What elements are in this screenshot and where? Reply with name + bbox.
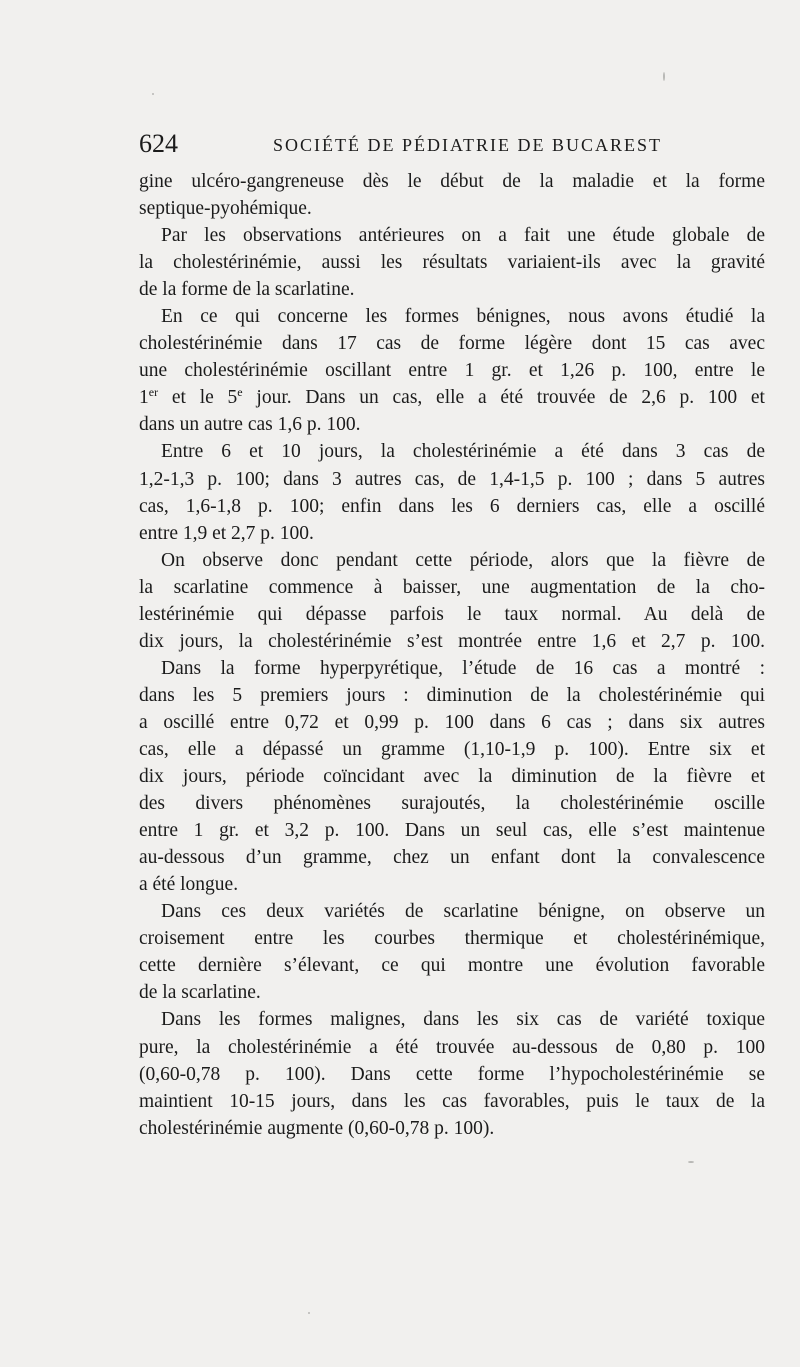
text-fragment: jour. Dans un cas, elle a été trouvée de 2,6 p. 100 et (242, 387, 765, 409)
text-line: Par les observations antérieures on a fait une étude globale de (161, 225, 765, 247)
text-line: septique-pyohémique. (139, 198, 312, 220)
text-line: entre 1,9 et 2,7 p. 100. (139, 522, 314, 544)
text-line: lestérinémie qui dépasse parfois le taux normal. Au delà de (139, 603, 765, 625)
text-line: la cholestérinémie, aussi les résultats variaient-ils avec la gravité (139, 252, 765, 274)
scan-speck (688, 1161, 694, 1163)
text-line: croisement entre les courbes thermique et cholestérinémique, (139, 928, 765, 950)
text-line: En ce qui concerne les formes bénignes, nous avons étudié la (161, 306, 765, 328)
text-line: dix jours, période coïncidant avec la diminution de la fièvre et (139, 766, 765, 788)
text-line: 1,2-1,3 p. 100; dans 3 autres cas, de 1,4-1,5 p. 100 ; dans 5 autres (139, 468, 765, 490)
text-line: entre 1 gr. et 3,2 p. 100. Dans un seul cas, elle s’est maintenue (139, 820, 765, 842)
text-line: dans les 5 premiers jours : diminution de la cholestérinémie qui (139, 684, 765, 706)
text-line: dix jours, la cholestérinémie s’est montrée entre 1,6 et 2,7 p. 100. (139, 630, 765, 652)
running-title: SOCIÉTÉ DE PÉDIATRIE DE BUCAREST (273, 135, 662, 155)
page-header (139, 128, 662, 160)
text-fragment: 1 (139, 387, 149, 409)
text-line: (0,60-0,78 p. 100). Dans cette forme l’hypocholestérinémie se (139, 1063, 765, 1085)
text-line: de la scarlatine. (139, 982, 261, 1004)
scan-speck (663, 72, 665, 81)
scan-speck (308, 1312, 310, 1314)
text-line: Dans les formes malignes, dans les six cas de variété toxique (161, 1009, 765, 1031)
text-line: cas, 1,6-1,8 p. 100; enfin dans les 6 derniers cas, elle a oscillé (139, 495, 765, 517)
ordinal-superscript: e (237, 385, 243, 400)
text-fragment: et le 5 (158, 387, 238, 409)
text-line: pure, la cholestérinémie a été trouvée au-dessous de 0,80 p. 100 (139, 1036, 765, 1058)
text-line: a été longue. (139, 874, 239, 896)
text-line: Entre 6 et 10 jours, la cholestérinémie a été dans 3 cas de (161, 441, 765, 463)
text-line: gine ulcéro-gangreneuse dès le début de la maladie et la forme (139, 171, 765, 192)
text-line-with-superscripts (139, 384, 765, 411)
text-line: au-dessous d’un gramme, chez un enfant dont la convalescence (139, 847, 765, 869)
text-line: cholestérinémie augmente (0,60-0,78 p. 100). (139, 1117, 495, 1139)
text-line: une cholestérinémie oscillant entre 1 gr. et 1,26 p. 100, entre le (139, 360, 765, 382)
text-line: de la forme de la scarlatine. (139, 279, 355, 301)
ordinal-superscript: er (148, 385, 159, 400)
page-number: 624 (139, 129, 178, 158)
text-line: a oscillé entre 0,72 et 0,99 p. 100 dans 6 cas ; dans six autres (139, 711, 765, 733)
text-line: On observe donc pendant cette période, alors que la fièvre de (161, 549, 765, 571)
body-text (139, 168, 765, 1142)
text-line: cas, elle a dépassé un gramme (1,10-1,9 p. 100). Entre six et (139, 738, 765, 760)
text-line: Dans ces deux variétés de scarlatine bénigne, on observe un (161, 901, 765, 923)
text-line: la scarlatine commence à baisser, une augmentation de la cho- (139, 576, 765, 598)
text-line: maintient 10-15 jours, dans les cas favorables, puis le taux de la (139, 1090, 765, 1112)
text-line: cholestérinémie dans 17 cas de forme légère dont 15 cas avec (139, 333, 765, 355)
text-line: dans un autre cas 1,6 p. 100. (139, 414, 361, 436)
text-line: des divers phénomènes surajoutés, la cholestérinémie oscille (139, 793, 765, 815)
text-line: Dans la forme hyperpyrétique, l’étude de 16 cas a montré : (161, 657, 765, 679)
text-line: cette dernière s’élevant, ce qui montre une évolution favorable (139, 955, 765, 977)
scan-speck (152, 93, 154, 95)
